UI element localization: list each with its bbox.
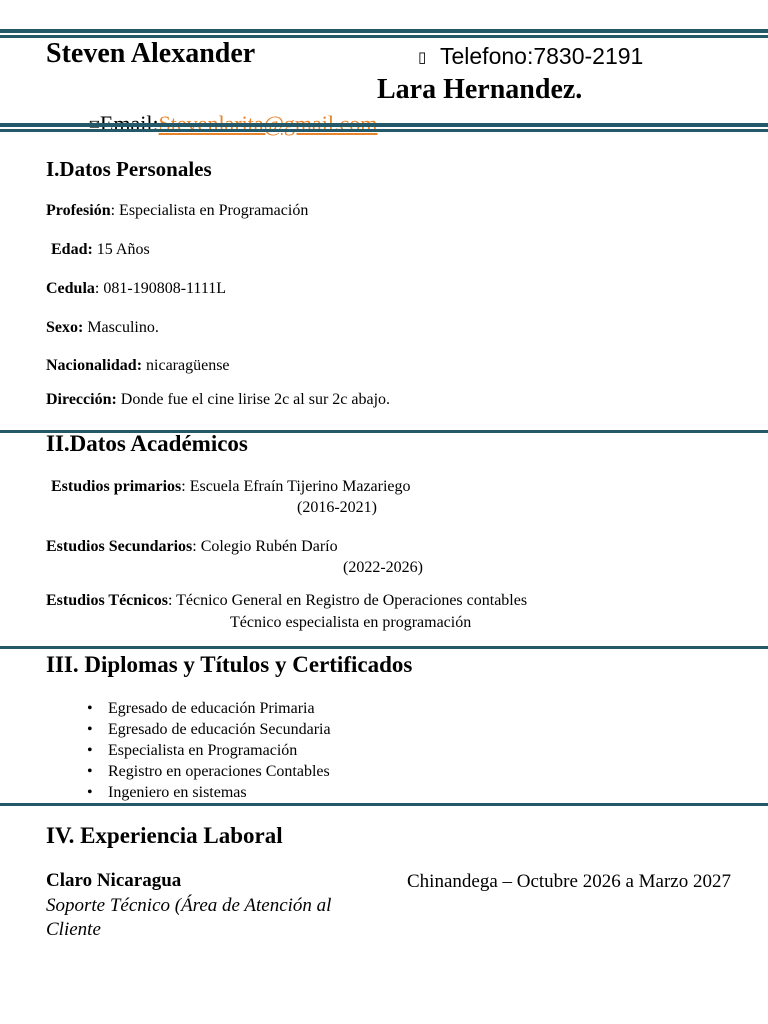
field-value: 15 Años xyxy=(96,241,150,258)
academic-technical: Estudios Técnicos: Técnico General en Registro de Operaciones contables xyxy=(46,592,528,609)
list-item: • Ingeniero en sistemas xyxy=(87,782,331,803)
field-value: nicaragüense xyxy=(146,357,230,374)
name-first: Steven Alexander xyxy=(46,38,256,69)
section-divider xyxy=(0,646,768,649)
academic-technical-second: Técnico especialista en programación xyxy=(230,614,472,631)
name-last: Lara Hernandez. xyxy=(377,74,583,105)
section-title-personal: I.Datos Personales xyxy=(46,157,212,181)
field-label: Sexo: xyxy=(46,319,84,336)
field-label: Cedula xyxy=(46,280,95,297)
field-value: Escuela Efraín Tijerino Mazariego xyxy=(189,478,411,495)
field-value: 081-190808-1111L xyxy=(103,280,227,297)
list-item: • Egresado de educación Secundaria xyxy=(87,719,331,740)
list-item: • Registro en operaciones Contables xyxy=(87,761,331,782)
field-label: Estudios Técnicos xyxy=(46,592,168,609)
field-profesion: Profesión: Especialista en Programación xyxy=(46,202,309,219)
phone-value: 7830-2191 xyxy=(533,43,644,69)
header-bottom-rule-inner xyxy=(0,129,768,132)
experience-company: Claro Nicaragua xyxy=(46,870,182,891)
phone-line xyxy=(418,43,643,70)
field-cedula: Cedula: 081-190808-1111L xyxy=(46,280,227,297)
field-value: Colegio Rubén Darío xyxy=(200,538,338,555)
academic-secondary-years: (2022-2026) xyxy=(343,559,423,576)
field-label: Estudios primarios xyxy=(51,478,182,495)
section-title-academic: II.Datos Académicos xyxy=(46,431,248,456)
phone-icon: ▯ xyxy=(418,49,427,66)
header-bottom-rule xyxy=(0,123,768,127)
section-title-experience: IV. Experiencia Laboral xyxy=(46,823,283,848)
field-sexo xyxy=(46,319,159,337)
field-label: Estudios Secundarios xyxy=(46,538,193,555)
field-value: Técnico General en Registro de Operaciones contables xyxy=(176,592,528,609)
field-label: Edad: xyxy=(51,241,93,258)
header-top-rule xyxy=(0,29,768,33)
diplomas-list xyxy=(87,698,331,803)
field-label: Dirección: xyxy=(46,391,117,408)
field-label: Nacionalidad: xyxy=(46,357,143,374)
field-value: Masculino. xyxy=(87,319,159,336)
field-value: Especialista en Programación xyxy=(119,202,309,219)
field-direccion xyxy=(46,391,390,409)
list-item: • Egresado de educación Primaria xyxy=(87,698,331,719)
experience-period: Chinandega – Octubre 2026 a Marzo 2027 xyxy=(407,871,731,892)
field-edad xyxy=(51,241,150,259)
section-divider xyxy=(0,803,768,806)
phone-label: Telefono: xyxy=(439,43,534,69)
field-label: Profesión xyxy=(46,202,111,219)
field-nacionalidad xyxy=(46,357,230,375)
academic-primary-years: (2016-2021) xyxy=(297,499,377,516)
list-item: • Especialista en Programación xyxy=(87,740,331,761)
academic-primary: Estudios primarios: Escuela Efraín Tijerino Mazariego xyxy=(51,478,411,495)
academic-secondary: Estudios Secundarios: Colegio Rubén Darío xyxy=(46,538,338,555)
field-value: Donde fue el cine lirise 2c al sur 2c abajo. xyxy=(120,391,391,408)
experience-role: Soporte Técnico (Área de Atención al Cliente xyxy=(46,895,332,940)
section-title-diplomas: III. Diplomas y Títulos y Certificados xyxy=(46,652,413,677)
